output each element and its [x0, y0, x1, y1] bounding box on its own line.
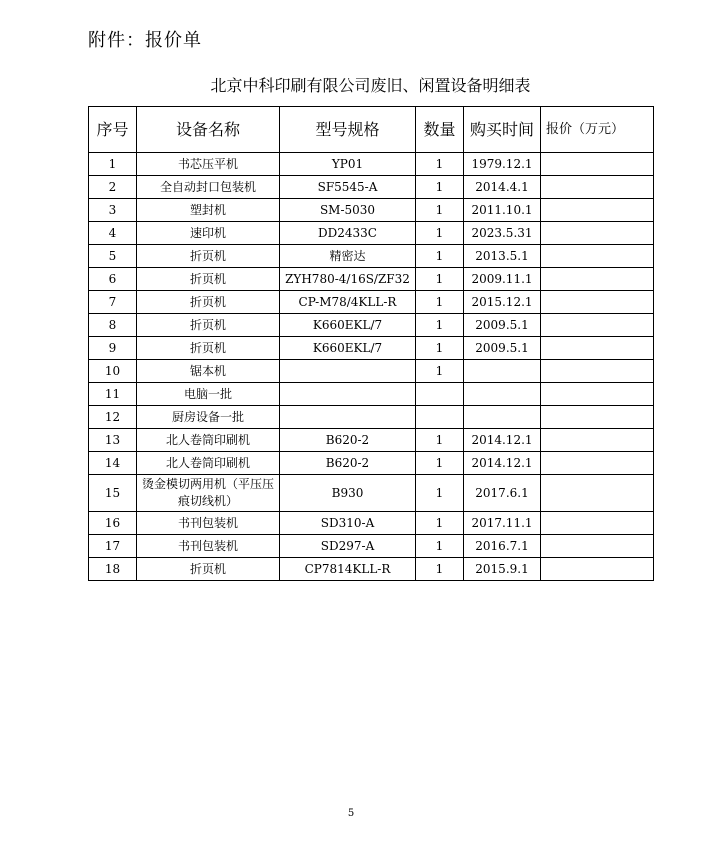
cell-qty: 1 — [416, 512, 464, 535]
cell-qty: 1 — [416, 199, 464, 222]
cell-seq: 15 — [89, 475, 137, 512]
cell-date: 2023.5.31 — [464, 222, 541, 245]
cell-qty: 1 — [416, 153, 464, 176]
cell-seq: 7 — [89, 291, 137, 314]
cell-qty: 1 — [416, 452, 464, 475]
cell-qty: 1 — [416, 314, 464, 337]
attachment-label: 附件：报价单 — [88, 30, 202, 51]
header-date: 购买时间 — [464, 107, 541, 153]
cell-price — [541, 383, 654, 406]
table-row — [89, 475, 654, 512]
cell-seq: 18 — [89, 558, 137, 581]
header-model: 型号规格 — [280, 107, 416, 153]
cell-price — [541, 452, 654, 475]
header-price: 报价（万元） — [541, 107, 654, 153]
table-row — [89, 512, 654, 535]
cell-qty — [416, 383, 464, 406]
cell-name: 电脑一批 — [137, 383, 280, 406]
cell-name: 塑封机 — [137, 199, 280, 222]
table-row — [89, 383, 654, 406]
cell-name: 折页机 — [137, 314, 280, 337]
cell-model — [280, 360, 416, 383]
cell-model: CP-M78/4KLL-R — [280, 291, 416, 314]
cell-price — [541, 535, 654, 558]
cell-qty: 1 — [416, 245, 464, 268]
table-row — [89, 268, 654, 291]
cell-qty — [416, 406, 464, 429]
cell-name: 折页机 — [137, 268, 280, 291]
cell-model: B930 — [280, 475, 416, 512]
cell-name: 北人卷筒印刷机 — [137, 452, 280, 475]
cell-name: 折页机 — [137, 291, 280, 314]
cell-date: 2017.6.1 — [464, 475, 541, 512]
cell-qty: 1 — [416, 176, 464, 199]
cell-model: YP01 — [280, 153, 416, 176]
cell-name: 折页机 — [137, 245, 280, 268]
cell-date: 2009.11.1 — [464, 268, 541, 291]
table-row — [89, 222, 654, 245]
cell-date — [464, 383, 541, 406]
cell-name: 折页机 — [137, 337, 280, 360]
cell-date: 2016.7.1 — [464, 535, 541, 558]
cell-price — [541, 429, 654, 452]
cell-model: K660EKL/7 — [280, 337, 416, 360]
cell-date: 2009.5.1 — [464, 314, 541, 337]
cell-date: 2013.5.1 — [464, 245, 541, 268]
header-name: 设备名称 — [137, 107, 280, 153]
cell-model: SF5545-A — [280, 176, 416, 199]
cell-date: 2011.10.1 — [464, 199, 541, 222]
cell-qty: 1 — [416, 291, 464, 314]
document-title: 北京中科印刷有限公司废旧、闲置设备明细表 — [210, 76, 531, 95]
cell-date: 2014.12.1 — [464, 452, 541, 475]
table-row — [89, 360, 654, 383]
table-row — [89, 153, 654, 176]
header-seq: 序号 — [89, 107, 137, 153]
cell-qty: 1 — [416, 475, 464, 512]
cell-qty: 1 — [416, 360, 464, 383]
cell-model: CP7814KLL-R — [280, 558, 416, 581]
table-row — [89, 429, 654, 452]
cell-model: 精密达 — [280, 245, 416, 268]
cell-price — [541, 314, 654, 337]
cell-seq: 16 — [89, 512, 137, 535]
cell-price — [541, 199, 654, 222]
cell-name: 速印机 — [137, 222, 280, 245]
cell-price — [541, 153, 654, 176]
cell-date: 2017.11.1 — [464, 512, 541, 535]
cell-seq: 8 — [89, 314, 137, 337]
cell-price — [541, 222, 654, 245]
cell-date — [464, 360, 541, 383]
cell-model: SD310-A — [280, 512, 416, 535]
cell-name: 全自动封口包装机 — [137, 176, 280, 199]
cell-seq: 1 — [89, 153, 137, 176]
cell-price — [541, 291, 654, 314]
cell-model: ZYH780-4/16S/ZF32 — [280, 268, 416, 291]
table-row — [89, 199, 654, 222]
table-row — [89, 452, 654, 475]
cell-seq: 10 — [89, 360, 137, 383]
cell-price — [541, 176, 654, 199]
table-row — [89, 314, 654, 337]
cell-date: 2015.9.1 — [464, 558, 541, 581]
cell-seq: 17 — [89, 535, 137, 558]
page-number: 5 — [347, 808, 355, 819]
cell-seq: 13 — [89, 429, 137, 452]
cell-name: 折页机 — [137, 558, 280, 581]
cell-date: 2014.12.1 — [464, 429, 541, 452]
header-qty: 数量 — [416, 107, 464, 153]
cell-name: 厨房设备一批 — [137, 406, 280, 429]
cell-seq: 4 — [89, 222, 137, 245]
table-row — [89, 245, 654, 268]
cell-model — [280, 383, 416, 406]
cell-price — [541, 360, 654, 383]
table-row — [89, 337, 654, 360]
cell-qty: 1 — [416, 558, 464, 581]
cell-date: 2014.4.1 — [464, 176, 541, 199]
table-row — [89, 291, 654, 314]
cell-model: B620-2 — [280, 429, 416, 452]
equipment-table — [88, 106, 654, 581]
cell-seq: 14 — [89, 452, 137, 475]
table-header-row — [89, 107, 654, 153]
cell-seq: 3 — [89, 199, 137, 222]
table-row — [89, 535, 654, 558]
cell-seq: 6 — [89, 268, 137, 291]
cell-price — [541, 475, 654, 512]
cell-name: 书芯压平机 — [137, 153, 280, 176]
cell-qty: 1 — [416, 337, 464, 360]
cell-name: 书刊包装机 — [137, 512, 280, 535]
cell-seq: 9 — [89, 337, 137, 360]
cell-price — [541, 245, 654, 268]
cell-date: 2015.12.1 — [464, 291, 541, 314]
cell-price — [541, 337, 654, 360]
cell-model: SD297-A — [280, 535, 416, 558]
table-body — [89, 153, 654, 581]
cell-qty: 1 — [416, 535, 464, 558]
cell-qty: 1 — [416, 268, 464, 291]
table-row — [89, 406, 654, 429]
cell-seq: 11 — [89, 383, 137, 406]
cell-name: 北人卷筒印刷机 — [137, 429, 280, 452]
cell-name: 书刊包装机 — [137, 535, 280, 558]
cell-model: SM-5030 — [280, 199, 416, 222]
cell-model: K660EKL/7 — [280, 314, 416, 337]
table-row — [89, 558, 654, 581]
cell-price — [541, 558, 654, 581]
cell-seq: 5 — [89, 245, 137, 268]
table-row — [89, 176, 654, 199]
cell-qty: 1 — [416, 429, 464, 452]
cell-model: B620-2 — [280, 452, 416, 475]
cell-date — [464, 406, 541, 429]
cell-price — [541, 268, 654, 291]
cell-seq: 12 — [89, 406, 137, 429]
cell-date: 2009.5.1 — [464, 337, 541, 360]
cell-model — [280, 406, 416, 429]
cell-seq: 2 — [89, 176, 137, 199]
cell-qty: 1 — [416, 222, 464, 245]
cell-price — [541, 512, 654, 535]
cell-name: 烫金模切两用机（平压压痕切线机） — [137, 475, 280, 512]
cell-model: DD2433C — [280, 222, 416, 245]
cell-name: 锯本机 — [137, 360, 280, 383]
cell-price — [541, 406, 654, 429]
cell-date: 1979.12.1 — [464, 153, 541, 176]
